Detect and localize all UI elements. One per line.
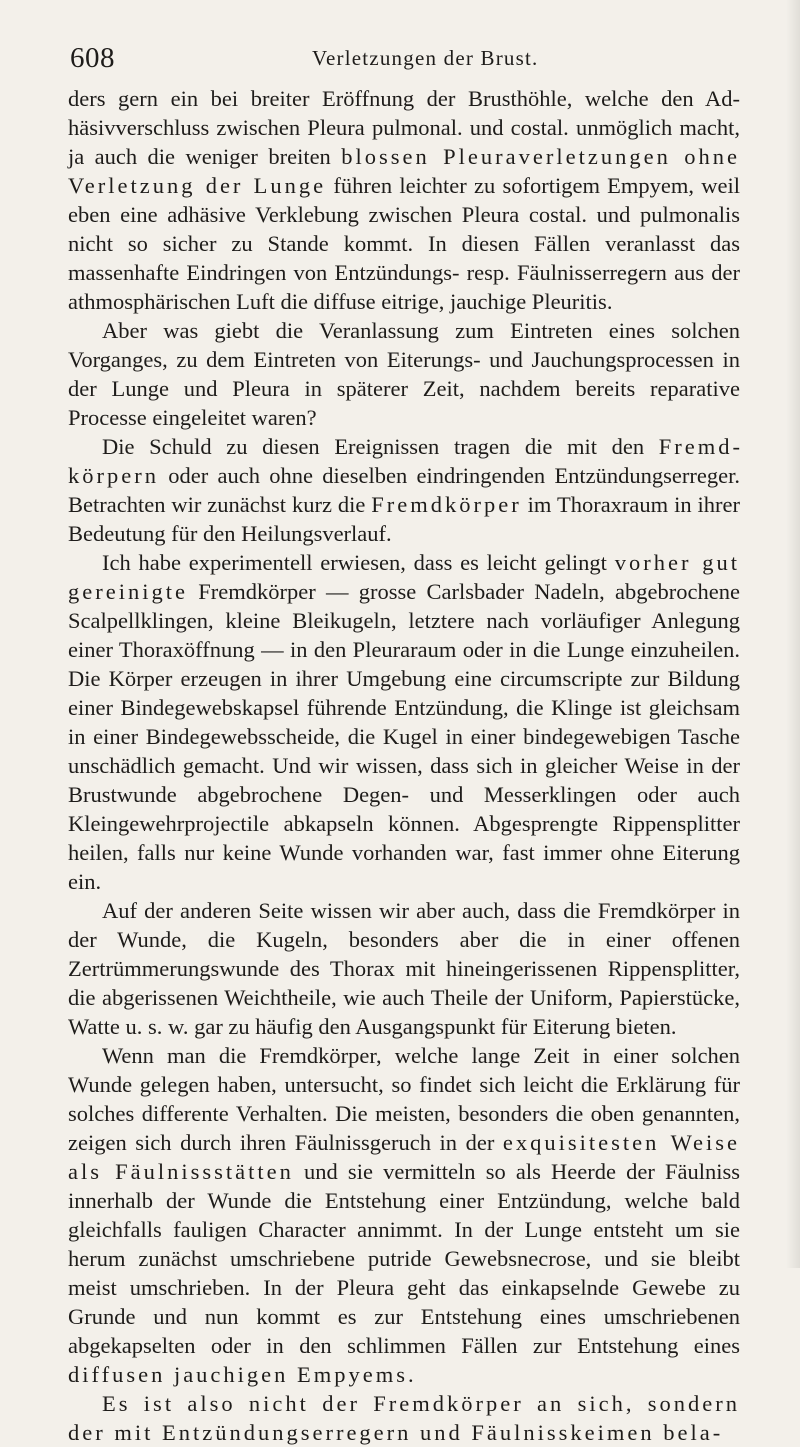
emphasized-text: Fremdkörpern [68,434,740,488]
text-run: im Thoraxraum in ihrer Bedeutung für den Heilungsverlauf. [68,492,740,546]
emphasized-text: exquisitesten Weise als Fäulnissstätten [68,1130,740,1184]
text-run: oder auch ohne dieselben eindringenden Entzündungserreger. Betrachten wir zunächst kurz die [68,463,740,517]
paragraph [68,1041,740,1389]
text-run: Wenn man die Fremdkörper, welche lange Zeit in einer solchen Wunde gelegen haben, untersucht, so findet sich leicht die Erklärung für solches differente Verhalten. Die meisten, besonders die oben genannten, zeigen sich durch ihren Fäulnissgeruch in der [68,1043,740,1155]
text-run: Aber was giebt die Veranlassung zum Eintreten eines solchen Vorganges, zu dem Eintreten von Eiterungs- und Jauchungsprocessen in der Lunge und Pleura in späterer Zeit, nachdem bereits reparative Processe eingeleitet waren? [68,318,740,430]
emphasized-text: diffusen jauchigen Empyems [68,1362,409,1387]
paragraph [68,1389,740,1447]
paragraph [68,84,740,316]
paragraph [68,548,740,896]
paragraph [68,316,740,432]
text-run: Fremdkörper — grosse Carlsbader Nadeln, abgebrochene Scalpellklingen, kleine Bleikugeln, letztere nach vorläufiger Anlegung einer Thoraxöffnung — in den Pleuraraum oder in die Lunge einzuheilen. Die Körper erzeugen in ihrer Umgebung eine circumscripte zur Bildung einer Bindegewebskapsel führende Entzündung, die Klinge ist gleichsam in einer Bindegewebsscheide, die Kugel in einer bindegewebigen Tasche unschädlich gemacht. Und wir wissen, dass sich in gleicher Weise in der Brustwunde abgebrochene Degen- und Messerklingen oder auch Kleingewehrprojectile abkapseln können. Abgesprengte Rippensplitter heilen, falls nur keine Wunde vorhanden war, fast immer ohne Eiterung ein. [68,579,740,894]
running-head [70,40,738,76]
text-run: Auf der anderen Seite wissen wir aber auch, dass die Fremdkörper in der Wunde, die Kugeln, besonders aber die in einer offenen Zertrümmerungswunde des Thorax mit hineingerissenen Rippensplitter, die abgerissenen Weichtheile, wie auch Theile der Uniform, Papierstücke, Watte u. s. w. gar zu häufig den Ausgangspunkt für Eiterung bieten. [68,898,740,1039]
text-run: ders gern ein bei breiter Eröffnung der Brusthöhle, welche den Adhäsivverschluss zwischen Pleura pulmonal. und costal. unmöglich macht, ja auch die weniger breiten [68,86,740,169]
emphasized-text: blossen Pleuraverletzungen ohne Verletzung der Lunge [68,144,740,198]
text-run: . [408,1362,414,1387]
page-number: 608 [70,42,115,74]
running-head-title: Verletzungen der Brust. [312,46,539,70]
page-edge-shadow [786,0,800,1268]
text-run: führen leichter zu sofortigem Empyem, weil eben eine adhäsive Verklebung zwischen Pleura costal. und pulmonalis nicht so sicher zu Stande kommt. In diesen Fällen veranlasst das massenhafte Eindringen von Entzündungs- resp. Fäulnisserregern aus der athmosphärischen Luft die diffuse eitrige, jauchige Pleuritis. [68,173,741,314]
emphasized-text: Es ist also nicht der Fremdkörper an sich, sondern der mit Entzündungserregern und Fäulnisskeimen bela- [68,1391,740,1445]
emphasized-text: Fremdkörper [371,492,522,517]
text-run: Die Schuld zu diesen Ereignissen tragen die mit den [102,434,659,459]
text-run: und sie vermitteln so als Heerde der Fäulniss innerhalb der Wunde die Entstehung einer Entzündung, welche bald gleichfalls fauligen Character annimmt. In der Lunge entsteht um sie herum zunächst umschriebene putride Gewebsnecrose, und sie bleibt meist umschrieben. In der Pleura geht das einkapselnde Gewebe zu Grunde und nun kommt es zur Entstehung eines umschriebenen abgekapselten oder in den schlimmen Fällen zur Entstehung eines [68,1159,740,1358]
text-run: Ich habe experimentell erwiesen, dass es leicht gelingt [102,550,615,575]
body-text [68,84,740,1447]
emphasized-text: vorher gut gereinigte [68,550,740,604]
paragraph [68,896,740,1041]
paragraph [68,432,740,548]
